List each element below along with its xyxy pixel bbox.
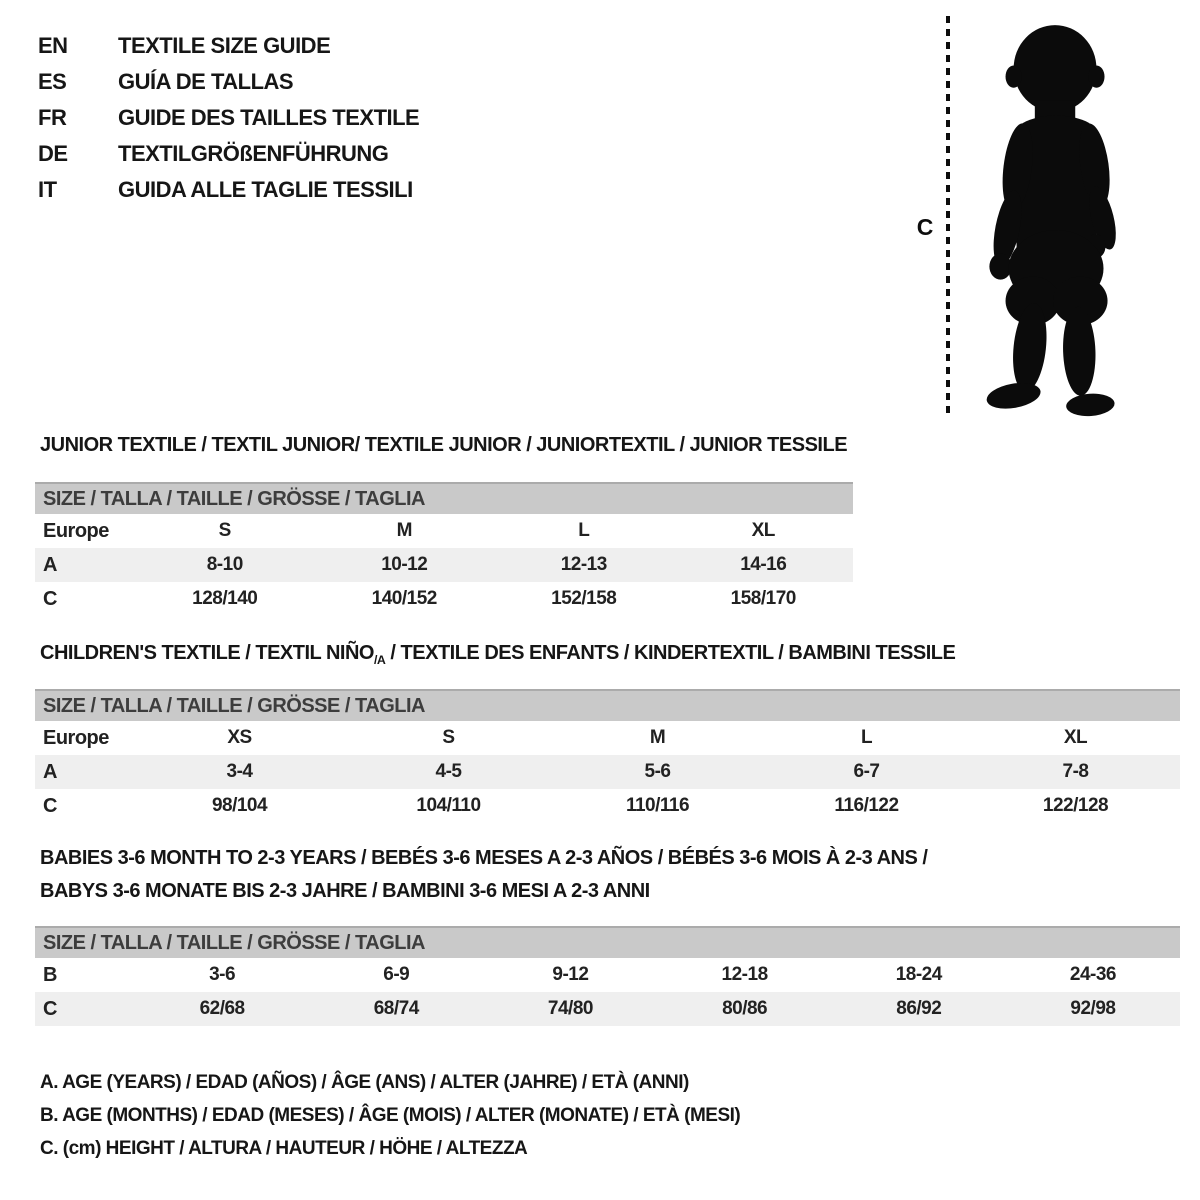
size-header-bar: SIZE / TALLA / TAILLE / GRÖSSE / TAGLIA <box>35 482 853 514</box>
row-label: Europe <box>43 520 109 542</box>
months-cell: 3-6 <box>209 964 236 985</box>
height-cell: 128/140 <box>192 588 258 609</box>
babies-size-table <box>35 926 1180 1026</box>
babies-section-title-line2: BABYS 3-6 MONATE BIS 2-3 JAHRE / BAMBINI 3-6 MESI A 2-3 ANNI <box>40 880 650 902</box>
months-cell: 12-18 <box>721 964 768 985</box>
height-cell: 98/104 <box>211 795 268 816</box>
language-list <box>38 28 419 208</box>
age-cell: 14-16 <box>740 554 787 575</box>
guide-title: TEXTILE SIZE GUIDE <box>118 33 331 58</box>
guide-title: GUIDE DES TAILLES TEXTILE <box>118 105 420 130</box>
size-cell: XS <box>227 727 252 748</box>
size-cell: M <box>649 727 666 748</box>
months-cell: 6-9 <box>383 964 410 985</box>
language-code: IT <box>38 177 57 202</box>
months-cell: 18-24 <box>895 964 942 985</box>
children-title-sub: /A <box>373 653 386 667</box>
height-measure-line <box>946 16 950 416</box>
measurement-legend <box>40 1066 740 1165</box>
guide-title: TEXTILGRÖßENFÜHRUNG <box>118 141 389 166</box>
legend-age-months: B. AGE (MONTHS) / EDAD (MESES) / ÂGE (MOIS) / ALTER (MONATE) / ETÀ (MESI) <box>40 1105 741 1126</box>
table-row-height <box>35 992 1180 1026</box>
toddler-silhouette-icon <box>966 14 1138 418</box>
language-code: EN <box>38 33 68 58</box>
height-cell: 68/74 <box>373 998 419 1019</box>
row-label: A <box>43 554 57 576</box>
language-code: FR <box>38 105 67 130</box>
height-cell: 110/116 <box>625 795 690 816</box>
height-cell: 140/152 <box>371 588 437 609</box>
table-row-europe <box>35 721 1180 755</box>
age-cell: 5-6 <box>644 761 671 782</box>
size-header-bar: SIZE / TALLA / TAILLE / GRÖSSE / TAGLIA <box>35 926 1180 958</box>
height-cell: 62/68 <box>199 998 245 1019</box>
language-row <box>38 136 419 172</box>
height-cell: 86/92 <box>896 998 942 1019</box>
legend-height-cm: C. (cm) HEIGHT / ALTURA / HAUTEUR / HÖHE / ALTEZZA <box>40 1138 528 1159</box>
guide-title: GUIDA ALLE TAGLIE TESSILI <box>118 177 413 202</box>
age-cell: 3-4 <box>226 761 253 782</box>
height-cell: 158/170 <box>730 588 796 609</box>
row-label: C <box>43 588 57 610</box>
size-cell: L <box>578 520 590 541</box>
row-label: Europe <box>43 727 109 749</box>
junior-section-title: JUNIOR TEXTILE / TEXTIL JUNIOR/ TEXTILE JUNIOR / JUNIORTEXTIL / JUNIOR TESSILE <box>40 434 848 456</box>
size-cell: S <box>218 520 231 541</box>
table-row-height <box>35 789 1180 823</box>
legend-age-years: A. AGE (YEARS) / EDAD (AÑOS) / ÂGE (ANS) / ALTER (JAHRE) / ETÀ (ANNI) <box>40 1072 689 1093</box>
table-row-height <box>35 582 853 616</box>
language-row <box>38 64 419 100</box>
months-cell: 24-36 <box>1069 964 1116 985</box>
size-header-bar: SIZE / TALLA / TAILLE / GRÖSSE / TAGLIA <box>35 689 1180 721</box>
table-row-age <box>35 548 853 582</box>
children-size-table <box>35 689 1180 823</box>
height-measure-label: C <box>916 214 934 240</box>
children-title-prefix: CHILDREN'S TEXTILE / TEXTIL NIÑO <box>40 642 374 664</box>
size-cell: XL <box>1063 727 1088 748</box>
table-row-age <box>35 755 1180 789</box>
row-label: C <box>43 795 57 817</box>
age-cell: 12-13 <box>560 554 607 575</box>
size-cell: S <box>442 727 455 748</box>
row-label: C <box>43 998 57 1020</box>
size-cell: M <box>396 520 412 541</box>
children-title-suffix: / TEXTILE DES ENFANTS / KINDERTEXTIL / BAMBINI TESSILE <box>385 642 956 664</box>
language-code: ES <box>38 69 67 94</box>
language-code: DE <box>38 141 68 166</box>
age-cell: 10-12 <box>381 554 428 575</box>
age-cell: 4-5 <box>435 761 462 782</box>
height-cell: 152/158 <box>551 588 617 609</box>
height-cell: 122/128 <box>1042 795 1109 816</box>
language-row <box>38 28 419 64</box>
height-cell: 116/122 <box>834 795 899 816</box>
table-row-months <box>35 958 1180 992</box>
months-cell: 9-12 <box>552 964 589 985</box>
junior-size-table <box>35 482 853 616</box>
guide-title: GUÍA DE TALLAS <box>118 69 294 94</box>
age-cell: 7-8 <box>1062 761 1089 782</box>
table-row-europe <box>35 514 853 548</box>
age-cell: 8-10 <box>206 554 243 575</box>
language-row <box>38 100 419 136</box>
height-cell: 92/98 <box>1070 998 1116 1019</box>
size-cell: XL <box>751 520 775 541</box>
row-label: B <box>43 964 57 986</box>
height-cell: 80/86 <box>722 998 768 1019</box>
size-cell: L <box>860 727 873 748</box>
row-label: A <box>43 761 57 783</box>
height-cell: 104/110 <box>416 795 481 816</box>
height-cell: 74/80 <box>547 998 593 1019</box>
children-section-title <box>40 642 955 667</box>
age-cell: 6-7 <box>853 761 880 782</box>
language-row <box>38 172 419 208</box>
babies-section-title-line1: BABIES 3-6 MONTH TO 2-3 YEARS / BEBÉS 3-6 MESES A 2-3 AÑOS / BÉBÉS 3-6 MOIS À 2-3 ANS / <box>40 847 928 869</box>
